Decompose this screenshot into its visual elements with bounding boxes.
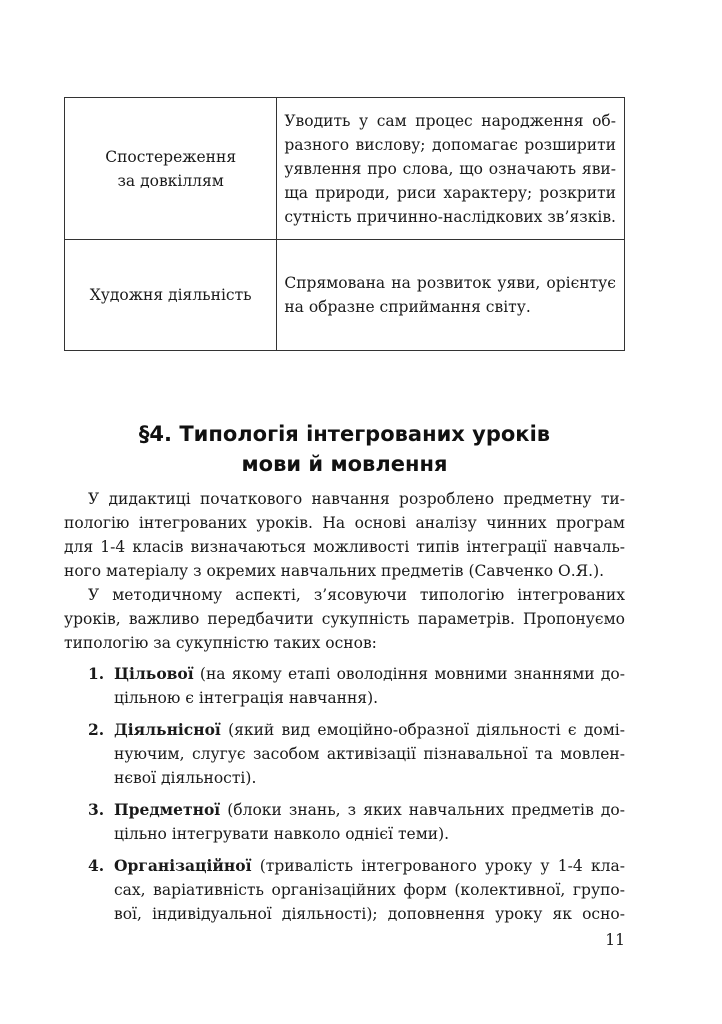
list-number: 3.: [88, 800, 105, 819]
paragraph-line: У методичному аспекті, з’ясовуючи типологію інтегрованих: [88, 586, 625, 604]
paragraph-line: для 1-4 класів визначаються можливості типів інтеграції навчаль-: [64, 538, 625, 556]
body-text: [64, 487, 625, 934]
description-line: Уводить у сам процес народження об-: [284, 111, 616, 130]
list-item: [64, 854, 625, 926]
list-number: 4.: [88, 856, 105, 875]
paragraph-line: ного матеріалу з окремих навчальних предметів (Савченко О.Я.).: [64, 562, 605, 580]
method-line: Художня діяльність: [89, 286, 252, 304]
list-line: [114, 718, 625, 742]
method-line: за довкіллям: [117, 171, 224, 190]
list-text: (який вид емоційно-образної діяльності є домі-: [220, 721, 625, 739]
table-row: [65, 98, 625, 240]
list-line: [114, 798, 625, 822]
section-heading: [64, 419, 625, 479]
list-line: нєвої діяльності).: [114, 769, 257, 787]
list-line: [114, 854, 625, 878]
description-line: разного вислову; допомагає розширити: [284, 135, 616, 154]
description-line: на образне сприймання світу.: [284, 298, 531, 316]
heading-line: мови й мовлення: [241, 452, 448, 476]
paragraph: [64, 583, 625, 655]
list-item: [64, 718, 625, 790]
heading-line: §4. Типологія інтегрованих уроків: [138, 422, 551, 446]
list-item: [64, 798, 625, 846]
paragraph: [64, 487, 625, 583]
list-term: Діяльнісної: [114, 720, 221, 739]
list-term: Предметної: [114, 800, 221, 819]
list-term: Організаційної: [114, 856, 252, 875]
list-line: нуючим, слугує засобом активізації пізнавальної та мовлен-: [114, 745, 625, 763]
list-line: цільною є інтеграція навчання).: [114, 689, 379, 707]
list-number: 1.: [88, 664, 105, 683]
list-number: 2.: [88, 720, 105, 739]
basis-list: [64, 662, 625, 926]
paragraph-line: типологію за сукупністю таких основ:: [64, 634, 377, 652]
list-text: (тривалість інтегрованого уроку у 1-4 кла-: [251, 857, 625, 875]
paragraph-line: У дидактиці початкового навчання розроблено предметну ти-: [88, 490, 625, 508]
page-number: 11: [605, 931, 625, 949]
table-cell-method: [65, 240, 277, 351]
description-line: Спрямована на розвиток уяви, орієнтує: [284, 274, 616, 292]
table-cell-description: [277, 98, 625, 240]
table-row: [65, 240, 625, 351]
list-line: сах, варіативність організаційних форм (колективної, групо-: [114, 881, 625, 899]
description-line: уявлення про слова, що означають яви-: [284, 159, 616, 178]
list-line: вої, індивідуальної діяльності); доповнення уроку як осно-: [114, 905, 625, 923]
table-cell-description: [277, 240, 625, 351]
paragraph-line: пологію інтегрованих уроків. На основі аналізу чинних програм: [64, 514, 625, 532]
list-text: (на якому етапі оволодіння мовними знаннями до-: [193, 665, 625, 683]
paragraph-line: уроків, важливо передбачити сукупність параметрів. Пропонуємо: [64, 610, 625, 628]
list-item: [64, 662, 625, 710]
table-cell-method: [65, 98, 277, 240]
methods-table: [64, 97, 625, 351]
method-line: Спостереження: [105, 147, 237, 166]
list-line: [114, 662, 625, 686]
list-text: (блоки знань, з яких навчальних предметів до-: [220, 801, 625, 819]
description-line: сутність причинно-наслідкових зв’язків.: [284, 207, 616, 226]
list-term: Цільової: [114, 664, 194, 683]
list-line: цільно інтегрувати навколо однієї теми).: [114, 825, 450, 843]
description-line: ща природи, риси характеру; розкрити: [284, 183, 616, 202]
